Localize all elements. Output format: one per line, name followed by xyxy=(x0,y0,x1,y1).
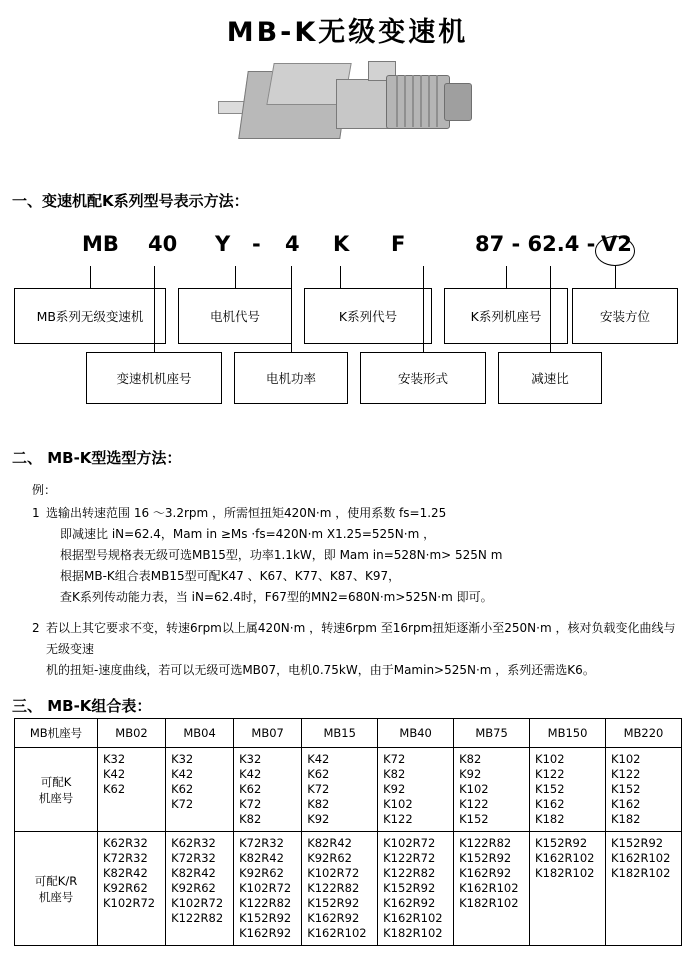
cell-text: K72 xyxy=(307,782,330,796)
cell-text: K182 xyxy=(535,812,565,826)
connector-mb xyxy=(90,266,91,288)
legend-box-motor-power xyxy=(234,352,348,404)
cell-text: K62 xyxy=(307,767,330,781)
row-header-kr-frame-line1: 可配K/R xyxy=(34,873,78,888)
legend-box-variator-frame-no xyxy=(86,352,222,404)
cell-text: K92R62 xyxy=(239,866,284,880)
table-row-k-frame xyxy=(15,748,682,832)
column-header-mb75: MB75 xyxy=(454,719,530,748)
cell-text: K32 xyxy=(239,752,262,766)
selection-method-body xyxy=(32,480,677,681)
cell-text: K32 xyxy=(103,752,126,766)
selection-item-2-line-1: 若以上其它要求不变，转速6rpm以上属420N·m ，转速6rpm 至16rpm扭矩逐渐小至250N·m ，核对负载变化曲线与无级变速 xyxy=(46,621,676,656)
column-header-mb220: MB220 xyxy=(606,719,682,748)
cell-text: K102 xyxy=(459,782,489,796)
cell-text: K152 xyxy=(535,782,565,796)
connector-y xyxy=(235,266,236,288)
cell-kr-mb15 xyxy=(302,832,378,946)
cell-text: K122 xyxy=(535,767,565,781)
legend-box-mounting-form xyxy=(360,352,486,404)
cell-text: K122R82 xyxy=(171,911,224,925)
cell-text: K102 xyxy=(383,797,413,811)
connector-v2 xyxy=(615,266,616,288)
motor-fin-2 xyxy=(404,75,406,127)
code-k: K xyxy=(333,232,350,256)
legend-box-reduction-ratio xyxy=(498,352,602,404)
cell-text: K82 xyxy=(383,767,406,781)
cell-k-mb40 xyxy=(378,748,454,832)
cell-text: K152R92 xyxy=(239,911,292,925)
row-header-k-frame-line2: 机座号 xyxy=(38,790,74,805)
legend-box-k-series-code xyxy=(304,288,432,344)
cell-text: K122R72 xyxy=(383,851,436,865)
cell-text: K82 xyxy=(239,812,262,826)
motor-fin-3 xyxy=(412,75,414,127)
connector-power xyxy=(291,266,292,352)
selection-item-2-number: 2 xyxy=(32,621,40,635)
selection-item-2 xyxy=(32,618,677,681)
cell-kr-mb150 xyxy=(530,832,606,946)
table-row-kr-frame xyxy=(15,832,682,946)
column-header-mb02: MB02 xyxy=(98,719,166,748)
cell-text: K122R82 xyxy=(307,881,360,895)
cell-text: K122 xyxy=(383,812,413,826)
column-header-mb40: MB40 xyxy=(378,719,454,748)
cell-kr-mb07 xyxy=(234,832,302,946)
table-header-row xyxy=(15,719,682,748)
motor-fin-5 xyxy=(428,75,430,127)
legend-box-mb-series xyxy=(14,288,166,344)
legend-label-reduction-ratio: 减速比 xyxy=(531,371,569,386)
code-f: F xyxy=(391,232,406,256)
cell-text: K102R72 xyxy=(171,896,224,910)
table-corner-header: MB机座号 xyxy=(15,719,98,748)
cell-text: K152R92 xyxy=(307,896,360,910)
cell-text: K42 xyxy=(239,767,262,781)
cell-text: K182 xyxy=(611,812,641,826)
column-header-mb15: MB15 xyxy=(302,719,378,748)
cell-k-mb220 xyxy=(606,748,682,832)
cell-text: K72R32 xyxy=(171,851,216,865)
legend-label-k-frame-no: K系列机座号 xyxy=(470,309,542,324)
code-dash: - xyxy=(252,232,261,256)
cell-text: K102R72 xyxy=(307,866,360,880)
cell-text: K122 xyxy=(611,767,641,781)
model-code-row xyxy=(0,232,695,266)
cell-text: K152 xyxy=(611,782,641,796)
fan-cover-shape xyxy=(444,83,472,121)
motor-fin-4 xyxy=(420,75,422,127)
cell-text: K62R32 xyxy=(103,836,148,850)
cell-text: K72 xyxy=(239,797,262,811)
cell-text: K162R92 xyxy=(307,911,360,925)
cell-text: K82R42 xyxy=(171,866,216,880)
selection-item-1-line-3: 根据型号规格表无级可选MB15型，功率1.1kW，即 Mam in=528N·m> 525N m xyxy=(60,548,503,562)
cell-text: K92 xyxy=(459,767,482,781)
cell-k-mb07 xyxy=(234,748,302,832)
cell-kr-mb02 xyxy=(98,832,166,946)
selection-item-1-line-5: 查K系列传动能力表，当 iN=62.4时，F67型的MN2=680N·m>525N·m 即可。 xyxy=(60,590,493,604)
legend-label-variator-frame-no: 变速机机座号 xyxy=(116,371,192,386)
cell-text: K162R102 xyxy=(459,881,519,895)
cell-text: K122R82 xyxy=(459,836,512,850)
cell-text: K102 xyxy=(611,752,641,766)
cell-text: K162R102 xyxy=(307,926,367,940)
cell-text: K102R72 xyxy=(103,896,156,910)
cell-k-mb04 xyxy=(166,748,234,832)
section-1-heading: 一、变速机配K系列型号表示方法： xyxy=(12,192,249,210)
cell-text: K182R102 xyxy=(611,866,671,880)
document-page xyxy=(0,10,695,958)
legend-label-mounting-form: 安装形式 xyxy=(397,371,448,386)
cell-text: K62 xyxy=(171,782,194,796)
selection-item-1-number: 1 xyxy=(32,506,40,520)
cell-text: K82 xyxy=(307,797,330,811)
cell-text: K162 xyxy=(535,797,565,811)
cell-text: K152R92 xyxy=(611,836,664,850)
legend-box-mounting-position xyxy=(572,288,678,344)
selection-item-2-line-2: 机的扭矩-速度曲线，若可以无级可选MB07，电机0.75kW，由于Mamin>525N·m ，系列还需选K6。 xyxy=(46,663,595,677)
motor-fin-1 xyxy=(396,75,398,127)
cell-text: K82R42 xyxy=(103,866,148,880)
cell-k-mb15 xyxy=(302,748,378,832)
cell-text: K122 xyxy=(459,797,489,811)
cell-text: K182R102 xyxy=(535,866,595,880)
row-header-kr-frame xyxy=(15,832,98,946)
cell-text: K62 xyxy=(103,782,126,796)
cell-text: K122R82 xyxy=(239,896,292,910)
cell-text: K72 xyxy=(383,752,406,766)
selection-item-1-line-4: 根据MB-K组合表MB15型可配K47 、K67、K77、K87、K97， xyxy=(60,569,401,583)
example-label: 例： xyxy=(32,483,57,497)
selection-item-1 xyxy=(32,503,677,608)
connector-frame xyxy=(506,266,507,288)
cell-text: K82R42 xyxy=(307,836,352,850)
cell-text: K72R32 xyxy=(239,836,284,850)
cell-kr-mb75 xyxy=(454,832,530,946)
cell-text: K152 xyxy=(459,812,489,826)
code-40: 40 xyxy=(148,232,178,256)
cell-text: K122R82 xyxy=(383,866,436,880)
section-2-heading: 二、 MB-K型选型方法： xyxy=(12,449,182,467)
section-3-heading: 三、 MB-K组合表： xyxy=(12,697,152,715)
selection-item-1-line-2: 即减速比 iN=62.4，Mam in ≥Ms ·fs=420N·m X1.25=525N·m ， xyxy=(60,527,436,541)
cell-text: K92 xyxy=(307,812,330,826)
column-header-mb150: MB150 xyxy=(530,719,606,748)
cell-text: K182R102 xyxy=(383,926,443,940)
cell-text: K152R92 xyxy=(459,851,512,865)
cell-text: K92R62 xyxy=(307,851,352,865)
cell-text: K102 xyxy=(535,752,565,766)
cell-text: K62 xyxy=(239,782,262,796)
connector-ratio xyxy=(550,266,551,352)
cell-text: K162R92 xyxy=(239,926,292,940)
cell-text: K102R72 xyxy=(239,881,292,895)
connector-k xyxy=(340,266,341,288)
variator-body-shape xyxy=(336,79,392,129)
cell-text: K32 xyxy=(171,752,194,766)
column-header-mb04: MB04 xyxy=(166,719,234,748)
legend-label-motor-power: 电机功率 xyxy=(265,371,316,386)
cell-text: K62R32 xyxy=(171,836,216,850)
cell-k-mb75 xyxy=(454,748,530,832)
legend-label-mb-series: MB系列无级变速机 xyxy=(36,309,144,324)
cell-text: K82 xyxy=(459,752,482,766)
connector-mount-form xyxy=(423,266,424,352)
page-title: MB-K无级变速机 xyxy=(226,17,469,48)
code-4: 4 xyxy=(285,232,300,256)
cell-text: K42 xyxy=(171,767,194,781)
cell-text: K152R92 xyxy=(383,881,436,895)
product-photo xyxy=(218,57,478,152)
cell-k-mb02 xyxy=(98,748,166,832)
cell-text: K42 xyxy=(103,767,126,781)
cell-text: K92R62 xyxy=(103,881,148,895)
cell-text: K162R92 xyxy=(383,896,436,910)
cell-k-mb150 xyxy=(530,748,606,832)
cell-kr-mb04 xyxy=(166,832,234,946)
row-header-k-frame-line1: 可配K xyxy=(40,774,72,789)
cell-text: K162R102 xyxy=(611,851,671,865)
cell-text: K162 xyxy=(611,797,641,811)
cell-text: K72 xyxy=(171,797,194,811)
code-ratio: 87 - 62.4 - xyxy=(475,232,596,256)
cell-text: K72R32 xyxy=(103,851,148,865)
code-v2: V2 xyxy=(601,232,632,256)
code-mb: MB xyxy=(82,232,119,256)
cell-text: K162R102 xyxy=(535,851,595,865)
row-header-k-frame xyxy=(15,748,98,832)
code-y: Y xyxy=(215,232,231,256)
selection-item-1-line-1: 选输出转速范围 16 ～3.2rpm ，所需恒扭矩420N·m ，使用系数 fs=1.25 xyxy=(46,506,447,520)
connector-frame-no xyxy=(154,266,155,352)
row-header-kr-frame-line2: 机座号 xyxy=(38,889,74,904)
cell-text: K162R102 xyxy=(383,911,443,925)
cell-kr-mb220 xyxy=(606,832,682,946)
cell-text: K82R42 xyxy=(239,851,284,865)
v2-highlight-circle xyxy=(595,236,635,266)
cell-text: K162R92 xyxy=(459,866,512,880)
legend-box-motor-code xyxy=(178,288,292,344)
cell-text: K42 xyxy=(307,752,330,766)
cell-text: K92R62 xyxy=(171,881,216,895)
legend-label-mounting-position: 安装方位 xyxy=(599,309,650,324)
cell-text: K92 xyxy=(383,782,406,796)
combination-table xyxy=(14,718,682,946)
cell-kr-mb40 xyxy=(378,832,454,946)
cell-text: K152R92 xyxy=(535,836,588,850)
column-header-mb07: MB07 xyxy=(234,719,302,748)
legend-label-k-series-code: K系列代号 xyxy=(338,309,398,324)
legend-label-motor-code: 电机代号 xyxy=(209,309,260,324)
cell-text: K102R72 xyxy=(383,836,436,850)
motor-fin-6 xyxy=(436,75,438,127)
cell-text: K182R102 xyxy=(459,896,519,910)
